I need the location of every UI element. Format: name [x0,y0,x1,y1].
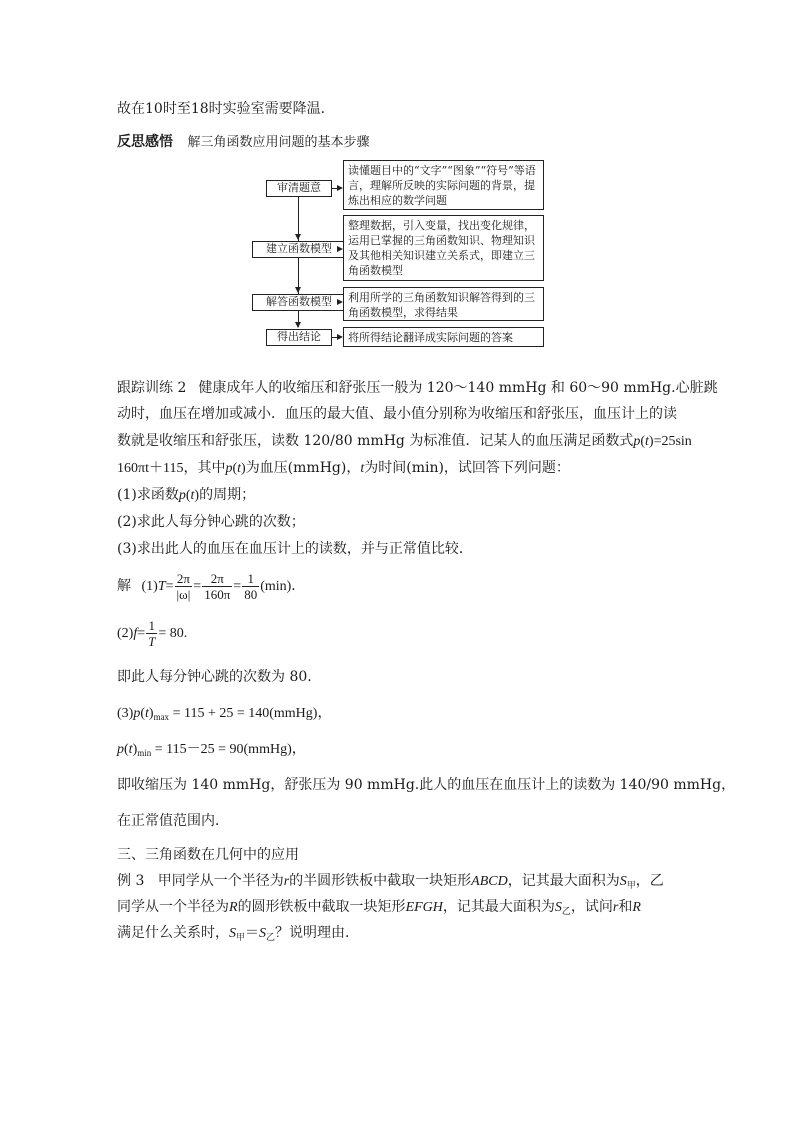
example-text: ，记其最大面积为 [442,899,555,915]
fraction [175,571,193,602]
question-2: (2)求此人每分钟心跳的次数； [117,514,305,530]
subscript: max [153,712,170,722]
exercise-text: 健康成年人的收缩压和舒张压一般为 120～140 mmHg 和 60～90 mmHg.心脏跳 [198,380,718,396]
math-var: R [632,900,641,915]
fraction [146,618,157,649]
example-text: ，乙 [635,873,664,889]
step-prefix: (3) [117,706,134,721]
subscript: min [137,748,152,758]
fraction [202,571,232,602]
flow-step-3: 解答函数模型 [252,294,346,311]
section-title: 三、三角函数在几何中的应用 [117,847,299,863]
math-var: f [133,626,138,641]
math-var: t [128,742,133,757]
math-sym: ) [241,461,246,476]
exercise-text: 为血压(mmHg)， [245,460,361,476]
subscript: 乙 [561,907,571,917]
math-var: t [145,706,149,721]
flow-desc-1: 读懂题目中的“文字”“图象”“符号”等语言，理解所反映的实际问题的背景，提炼出相应的数学问题 [343,160,544,210]
math-var: p [117,742,124,757]
solution-label: 解 [117,578,131,594]
numerator: 1 [247,571,254,587]
arrow-down-icon [295,234,301,240]
example-text: ，试问 [570,899,613,915]
flow-step-2: 建立函数模型 [252,241,346,258]
unit: (min)． [260,579,306,594]
exercise-line-4 [117,459,570,478]
flow-desc-2: 整理数据，引入变量，找出变化规律，运用已掌握的三角函数知识、物理知识及其他相关知识建立关系式，即建立三角函数模型 [343,215,544,281]
solution-line-6: 即收缩压为 140 mmHg，舒张压为 90 mmHg.此人的血压在血压计上的读数为 140/90 mmHg， [117,777,736,793]
solution-line-3: 即此人每分钟心跳的次数为 80. [117,669,312,685]
flow-step-1: 审清题意 [266,180,332,197]
math-var: p [178,488,186,503]
step-prefix: (1) [141,579,158,594]
exercise-text: 为时间(min)，试回答下列问题： [364,460,570,476]
example-text: ，记其最大面积为 [507,873,620,889]
math-sym: ＝ [245,925,260,941]
example-text: 同学从一个半径为 [117,899,229,915]
flow-desc-4: 将所得结论翻译成实际问题的答案 [343,327,544,347]
math-sym: = [233,579,242,594]
math-var: T [148,634,156,650]
result: = 80. [158,626,188,641]
example-text: ？说明理由． [275,925,360,941]
numerator: 2π [176,571,190,587]
denominator: 160π [204,587,231,603]
math-var: p [633,434,641,449]
math-sym: ( [640,434,645,449]
math-var: S [619,874,627,889]
math-var: t [237,461,242,476]
solution-line-7: 在正常值范围内． [117,813,229,829]
expression: = 115－25 = 90(mmHg)， [154,742,306,757]
math-sym: ) [132,742,138,757]
subscript: 乙 [266,933,276,943]
math-var: p [133,706,141,721]
example-line-3 [117,924,359,943]
arrow-down-icon [295,287,301,293]
expression: = 115 + 25 = 140(mmHg)， [172,706,332,721]
top-conclusion-line: 故在10时至18时实验室需要降温． [117,101,335,117]
math-sym: ( [124,742,129,757]
math-var: ABCD [471,874,508,889]
step-prefix: (2) [117,626,134,641]
numerator: 2π [210,571,224,587]
subscript: 甲 [236,933,246,943]
reflection-title: 解三角函数应用问题的基本步骤 [187,135,370,150]
math-var: EFGH [405,900,443,915]
reflection-header [117,133,369,152]
exercise-line-2: 动时，血压在增加或减小．血压的最大值、最小值分别称为收缩压和舒张压，血压计上的读 [117,406,677,422]
math-var: S [259,926,267,941]
exercise-line-3 [117,432,692,451]
question-3: (3)求出此人的血压在血压计上的读数，并与正常值比较． [117,541,473,557]
math-var: S [554,900,562,915]
question-text: (1)求函数 [117,487,179,503]
solution-line-4 [117,705,331,723]
math-var: S [229,926,236,941]
fraction [242,571,259,602]
math-sym: ( [185,488,191,503]
flow-step-4: 得出结论 [266,329,332,346]
reflection-label: 反思感悟 [117,134,173,150]
math-var: R [229,900,238,915]
math-sym: ( [140,706,145,721]
math-var: p [225,461,233,476]
denominator [146,633,157,649]
solution-line-1 [117,568,305,605]
example-text: 甲同学从一个半径为 [157,873,284,889]
arrow-down-icon [295,322,301,328]
example-text: 满足什么关系时， [117,925,229,941]
math-var: r [283,874,290,889]
denominator: |ω| [176,587,191,603]
exercise-text: 数就是收缩压和舒张压，读数 120/80 mmHg 为标准值．记某人的血压满足函数式 [117,433,634,449]
math-sym: = [165,579,174,594]
exercise-label: 跟踪训练 2 [117,380,187,396]
math-sym: ( [232,461,238,476]
example-text: 的圆形铁板中截取一块矩形 [237,899,406,915]
math-var: t [645,434,649,449]
question-1 [117,486,255,505]
math-var: T [157,579,166,594]
example-line-1 [117,872,664,891]
formula-tail: 160πt＋115，其中 [117,461,226,476]
math-sym: ) [194,488,200,503]
solution-line-5 [117,741,306,759]
math-var: t [190,488,195,503]
formula-end: =25sin [653,434,692,449]
solution-line-2 [117,616,187,652]
math-var: r [612,900,619,915]
example-line-2 [117,898,641,917]
math-sym: ) [648,434,654,449]
flow-desc-3: 利用所学的三角函数知识解答得到的三角函数模型，求得结果 [343,287,544,321]
math-sym: ) [148,706,154,721]
example-text: 和 [618,899,633,915]
math-sym: = [193,579,202,594]
question-text: 的周期； [199,487,256,503]
math-sym: = [137,626,146,641]
subscript: 甲 [626,881,636,891]
exercise-line-1 [117,379,718,397]
example-label: 例 3 [117,873,145,889]
denominator: 80 [244,587,258,603]
numerator: 1 [148,618,155,634]
example-text: 的半圆形铁板中截取一块矩形 [289,873,472,889]
math-var: t [360,461,365,476]
